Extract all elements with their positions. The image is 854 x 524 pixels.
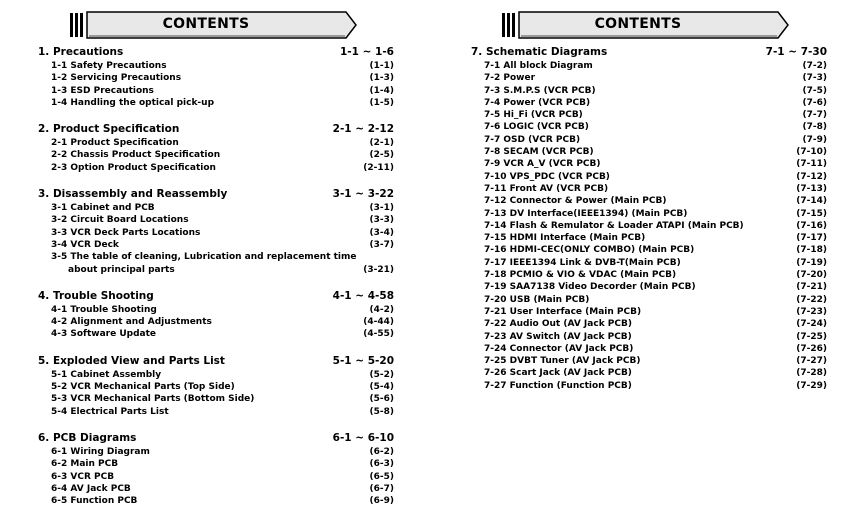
- toc-entry[interactable]: [38, 97, 394, 109]
- toc-entry-label: 7-13 DV Interface(IEEE1394) (Main PCB): [484, 208, 688, 219]
- toc-entry[interactable]: [38, 483, 394, 495]
- toc-entry[interactable]: [471, 269, 827, 281]
- toc-entry-label: 7-18 PCMIO & VIO & VDAC (Main PCB): [484, 270, 677, 281]
- toc-entry[interactable]: [471, 72, 827, 84]
- toc-entry-label: 7-25 DVBT Tuner (AV Jack PCB): [484, 356, 641, 367]
- section-gap: [38, 341, 394, 353]
- toc-entry[interactable]: [471, 367, 827, 379]
- toc-entry[interactable]: [471, 343, 827, 355]
- toc-entry[interactable]: [471, 121, 827, 133]
- toc-entry-label: 7-9 VCR A_V (VCR PCB): [484, 159, 601, 170]
- toc-entry-label: 4-3 Software Update: [51, 329, 157, 340]
- toc-entry-label: about principal parts: [68, 264, 175, 275]
- section-title: 6. PCB Diagrams: [38, 431, 137, 444]
- toc-entry-label: 4-1 Trouble Shooting: [51, 304, 157, 315]
- toc-entry-label: 1-3 ESD Precautions: [51, 85, 154, 96]
- toc-entry-label: 7-5 Hi_Fi (VCR PCB): [484, 110, 583, 121]
- toc-entry-page: (5-4): [369, 382, 394, 393]
- right-contents-title: CONTENTS: [594, 16, 682, 32]
- toc-entry-label: 1-1 Safety Precautions: [51, 61, 167, 71]
- section-heading[interactable]: [38, 121, 394, 137]
- toc-entry-page: (6-3): [369, 459, 394, 470]
- toc-entry-label: 7-11 Front AV (VCR PCB): [484, 183, 609, 194]
- toc-entry-page: (7-25): [796, 331, 827, 342]
- toc-entry[interactable]: [38, 214, 394, 226]
- toc-entry[interactable]: [38, 239, 394, 251]
- toc-entry-page: (4-55): [363, 329, 394, 340]
- toc-entry-label: 5-3 VCR Mechanical Parts (Bottom Side): [51, 394, 255, 405]
- toc-entry-page: (7-13): [796, 183, 827, 194]
- toc-entry[interactable]: [38, 162, 394, 174]
- toc-entry[interactable]: [471, 158, 827, 170]
- toc-section: [38, 353, 394, 418]
- toc-entry-page: (7-2): [802, 61, 827, 71]
- toc-entry-page: (6-5): [369, 471, 394, 482]
- toc-entry-label: 7-20 USB (Main PCB): [484, 294, 590, 305]
- toc-entry-page: (2-1): [369, 138, 394, 149]
- toc-entry[interactable]: [38, 72, 394, 84]
- toc-entry-page: (7-3): [802, 73, 827, 84]
- toc-entry-page: (5-8): [369, 406, 394, 417]
- toc-entry-label: 7-16 HDMI-CEC(ONLY COMBO) (Main PCB): [484, 245, 695, 256]
- toc-entry[interactable]: [471, 171, 827, 183]
- toc-entry[interactable]: [471, 294, 827, 306]
- section-heading[interactable]: [38, 288, 394, 304]
- toc-entry-label: 7-2 Power: [484, 73, 536, 84]
- toc-entry-label: 4-2 Alignment and Adjustments: [51, 317, 212, 328]
- toc-entry-page: (7-17): [796, 233, 827, 244]
- left-toc-column: [38, 44, 394, 507]
- toc-entry-label: 7-14 Flash & Remulator & Loader ATAPI (Main PCB): [484, 220, 744, 231]
- section-gap: [38, 276, 394, 288]
- toc-entry-page: (1-5): [369, 97, 394, 108]
- toc-entry[interactable]: [471, 208, 827, 220]
- section-page-range: 3-1 ~ 3-22: [332, 188, 394, 201]
- toc-entry-label: 2-2 Chassis Product Specification: [51, 150, 221, 161]
- toc-section: [38, 288, 394, 341]
- toc-entry-label: 1-4 Handling the optical pick-up: [51, 97, 215, 108]
- toc-entry-label: 7-4 Power (VCR PCB): [484, 97, 591, 108]
- toc-entry-label: 7-23 AV Switch (AV Jack PCB): [484, 331, 632, 342]
- toc-entry-page: (7-21): [796, 282, 827, 293]
- toc-entry-label: 3-4 VCR Deck: [51, 239, 119, 250]
- toc-entry-label: 6-3 VCR PCB: [51, 471, 115, 482]
- toc-entry-page: (7-19): [796, 257, 827, 268]
- section-page-range: 2-1 ~ 2-12: [332, 123, 394, 136]
- toc-entry-label: 7-10 VPS_PDC (VCR PCB): [484, 171, 610, 182]
- toc-entry[interactable]: [471, 134, 827, 146]
- toc-entry-page: (7-22): [796, 294, 827, 305]
- section-title: 5. Exploded View and Parts List: [38, 354, 225, 367]
- toc-section: [38, 186, 394, 276]
- toc-entry-page: (7-16): [796, 220, 827, 231]
- toc-entry[interactable]: [38, 393, 394, 405]
- toc-entry[interactable]: [38, 264, 394, 276]
- section-gap: [38, 109, 394, 121]
- section-heading[interactable]: [38, 186, 394, 202]
- toc-entry-page: (6-9): [369, 496, 394, 507]
- toc-entry[interactable]: [38, 381, 394, 393]
- toc-entry[interactable]: [38, 304, 394, 316]
- banner-stripes: [70, 13, 84, 37]
- toc-entry-page: (4-44): [363, 317, 394, 328]
- toc-section: [38, 430, 394, 507]
- toc-entry-label: 7-24 Connector (AV Jack PCB): [484, 343, 634, 354]
- toc-entry-label: 7-6 LOGIC (VCR PCB): [484, 122, 589, 133]
- toc-entry-label: 5-4 Electrical Parts List: [51, 406, 169, 417]
- toc-entry[interactable]: [471, 232, 827, 244]
- section-page-range: 6-1 ~ 6-10: [332, 431, 394, 444]
- toc-entry[interactable]: [471, 281, 827, 293]
- toc-entry[interactable]: [471, 109, 827, 121]
- toc-entry[interactable]: [38, 458, 394, 470]
- toc-entry-label: 5-1 Cabinet Assembly: [51, 369, 162, 380]
- right-contents-banner: [502, 11, 790, 39]
- toc-entry-page: (1-4): [369, 85, 394, 96]
- toc-entry-label: 7-8 SECAM (VCR PCB): [484, 147, 594, 158]
- toc-entry[interactable]: [471, 146, 827, 158]
- toc-entry-page: (6-2): [369, 446, 394, 457]
- toc-entry-label: 7-15 HDMI Interface (Main PCB): [484, 233, 646, 244]
- toc-entry-page: (3-7): [369, 239, 394, 250]
- toc-entry-label: 1-2 Servicing Precautions: [51, 73, 182, 84]
- toc-entry[interactable]: [471, 220, 827, 232]
- toc-entry-label: 3-2 Circuit Board Locations: [51, 215, 189, 226]
- toc-entry-page: (7-10): [796, 147, 827, 158]
- toc-entry-page: (3-1): [369, 203, 394, 214]
- toc-entry-label: 6-2 Main PCB: [51, 459, 119, 470]
- banner-stripes: [502, 13, 516, 37]
- toc-entry-page: (7-7): [802, 110, 827, 121]
- toc-entry-label: 2-3 Option Product Specification: [51, 162, 216, 173]
- toc-section: [471, 44, 827, 392]
- toc-entry-page: (7-27): [796, 356, 827, 367]
- toc-entry-page: (4-2): [369, 304, 394, 315]
- toc-entry-page: (3-4): [369, 227, 394, 238]
- toc-entry[interactable]: [38, 60, 394, 72]
- section-title: 4. Trouble Shooting: [38, 289, 154, 302]
- toc-entry-page: (7-18): [796, 245, 827, 256]
- toc-entry[interactable]: [38, 369, 394, 381]
- toc-entry[interactable]: [471, 60, 827, 72]
- toc-entry[interactable]: [471, 183, 827, 195]
- toc-section: [38, 121, 394, 174]
- toc-entry-page: (6-7): [369, 483, 394, 494]
- toc-entry-label: 3-3 VCR Deck Parts Locations: [51, 227, 201, 238]
- left-contents-title: CONTENTS: [162, 16, 250, 32]
- toc-entry-page: (5-2): [369, 369, 394, 380]
- toc-entry-page: (7-6): [802, 97, 827, 108]
- toc-entry[interactable]: [471, 195, 827, 207]
- toc-entry-page: (7-28): [796, 368, 827, 379]
- section-page-range: 4-1 ~ 4-58: [332, 289, 394, 302]
- toc-entry[interactable]: [38, 137, 394, 149]
- toc-entry-page: (3-21): [363, 264, 394, 275]
- section-page-range: 1-1 ~ 1-6: [339, 46, 394, 58]
- toc-entry-label: 7-1 All block Diagram: [484, 61, 593, 71]
- toc-entry[interactable]: [471, 257, 827, 269]
- toc-entry-page: (7-5): [802, 85, 827, 96]
- toc-entry-page: (7-12): [796, 171, 827, 182]
- section-heading[interactable]: [38, 353, 394, 369]
- toc-entry-page: (1-1): [369, 61, 394, 71]
- toc-entry[interactable]: [471, 331, 827, 343]
- toc-section: [38, 44, 394, 109]
- toc-entry-label: 7-17 IEEE1394 Link & DVB-T(Main PCB): [484, 257, 681, 268]
- toc-entry-label: 7-26 Scart Jack (AV Jack PCB): [484, 368, 632, 379]
- toc-entry-page: (7-14): [796, 196, 827, 207]
- toc-entry-page: (7-24): [796, 319, 827, 330]
- toc-entry-page: (7-26): [796, 343, 827, 354]
- toc-entry-label: 7-19 SAA7138 Video Decorder (Main PCB): [484, 282, 696, 293]
- toc-entry[interactable]: [38, 251, 394, 263]
- toc-entry[interactable]: [471, 85, 827, 97]
- toc-entry-label: 6-4 AV Jack PCB: [51, 483, 131, 494]
- toc-entry[interactable]: [471, 380, 827, 392]
- section-gap: [38, 174, 394, 186]
- toc-entry[interactable]: [38, 85, 394, 97]
- toc-entry-page: (7-20): [796, 270, 827, 281]
- toc-entry[interactable]: [38, 406, 394, 418]
- toc-entry-label: 3-1 Cabinet and PCB: [51, 203, 155, 214]
- section-heading[interactable]: [471, 44, 827, 60]
- section-gap: [38, 418, 394, 430]
- toc-entry-page: (7-29): [796, 380, 827, 391]
- toc-entry[interactable]: [38, 471, 394, 483]
- toc-entry[interactable]: [38, 202, 394, 214]
- section-title: 7. Schematic Diagrams: [471, 46, 608, 58]
- right-toc-column: [471, 44, 827, 392]
- section-title: 1. Precautions: [38, 46, 124, 58]
- toc-entry[interactable]: [471, 318, 827, 330]
- toc-entry-label: 7-21 User Interface (Main PCB): [484, 306, 642, 317]
- toc-entry-label: 7-27 Function (Function PCB): [484, 380, 632, 391]
- toc-entry[interactable]: [38, 446, 394, 458]
- toc-entry[interactable]: [38, 328, 394, 340]
- toc-entry-label: 7-22 Audio Out (AV Jack PCB): [484, 319, 632, 330]
- left-contents-banner: [70, 11, 358, 39]
- toc-entry-page: (7-11): [796, 159, 827, 170]
- toc-entry-label: 7-3 S.M.P.S (VCR PCB): [484, 85, 596, 96]
- toc-entry-page: (5-6): [369, 394, 394, 405]
- toc-entry-page: (7-15): [796, 208, 827, 219]
- toc-entry[interactable]: [38, 227, 394, 239]
- toc-entry-page: (2-11): [363, 162, 394, 173]
- toc-entry-label: 2-1 Product Specification: [51, 138, 179, 149]
- toc-entry-label: 6-5 Function PCB: [51, 496, 138, 507]
- section-title: 3. Disassembly and Reassembly: [38, 188, 228, 201]
- toc-entry-page: (7-9): [802, 134, 827, 145]
- toc-entry-page: (7-23): [796, 306, 827, 317]
- section-heading[interactable]: [38, 44, 394, 60]
- section-page-range: 5-1 ~ 5-20: [332, 354, 394, 367]
- toc-entry-label: 7-12 Connector & Power (Main PCB): [484, 196, 667, 207]
- toc-entry[interactable]: [471, 355, 827, 367]
- toc-entry[interactable]: [38, 149, 394, 161]
- section-heading[interactable]: [38, 430, 394, 446]
- toc-entry[interactable]: [471, 97, 827, 109]
- toc-entry[interactable]: [38, 495, 394, 507]
- toc-entry-label: 6-1 Wiring Diagram: [51, 446, 150, 457]
- toc-entry-page: (7-8): [802, 122, 827, 133]
- toc-entry-label: 7-7 OSD (VCR PCB): [484, 134, 581, 145]
- toc-entry-label: 5-2 VCR Mechanical Parts (Top Side): [51, 382, 235, 393]
- section-title: 2. Product Specification: [38, 123, 180, 136]
- toc-entry[interactable]: [471, 244, 827, 256]
- toc-entry[interactable]: [38, 316, 394, 328]
- toc-entry-page: (3-3): [369, 215, 394, 226]
- section-page-range: 7-1 ~ 7-30: [765, 46, 827, 58]
- toc-entry[interactable]: [471, 306, 827, 318]
- toc-entry-page: (1-3): [369, 73, 394, 84]
- toc-entry-page: (2-5): [369, 150, 394, 161]
- toc-entry-label: 3-5 The table of cleaning, Lubrication and replacement time: [51, 252, 357, 263]
